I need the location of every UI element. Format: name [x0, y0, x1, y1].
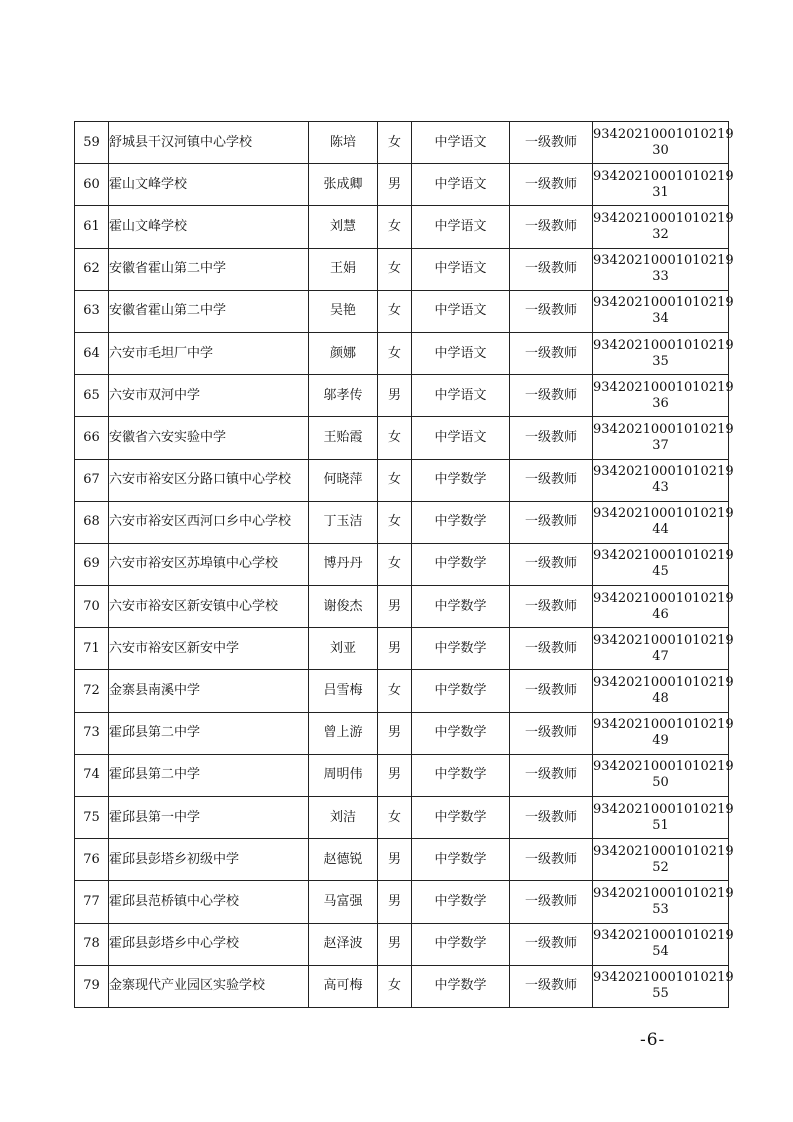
title-cell: 一级教师	[510, 881, 593, 923]
table-row	[75, 965, 729, 1007]
name-cell: 博丹丹	[309, 543, 378, 585]
title-cell: 一级教师	[510, 712, 593, 754]
certificate-number-cell	[593, 459, 734, 501]
title-cell: 一级教师	[510, 332, 593, 374]
school-cell: 六安市双河中学	[109, 375, 309, 417]
table-row	[75, 923, 729, 965]
certificate-number-line: 93420210001010219	[593, 801, 734, 817]
school-cell: 霍邱县彭塔乡中心学校	[109, 923, 309, 965]
subject-cell: 中学数学	[412, 839, 510, 881]
gender-cell: 男	[378, 839, 412, 881]
table-row	[75, 290, 729, 332]
title-cell: 一级教师	[510, 543, 593, 585]
certificate-number-cell	[593, 417, 734, 459]
certificate-number-line: 93420210001010219	[593, 717, 734, 733]
table-row	[75, 122, 729, 164]
subject-cell: 中学语文	[412, 332, 510, 374]
certificate-number-line: 33	[652, 269, 669, 285]
certificate-number-line: 93420210001010219	[593, 928, 734, 944]
certificate-number-cell	[593, 628, 734, 670]
gender-cell: 女	[378, 797, 412, 839]
table-row	[75, 543, 729, 585]
name-cell: 张成卿	[309, 164, 378, 206]
gender-cell: 男	[378, 754, 412, 796]
teacher-roster-table	[74, 121, 734, 1008]
gender-cell: 女	[378, 248, 412, 290]
table-row	[75, 501, 729, 543]
row-number: 69	[75, 543, 109, 585]
school-cell: 霍邱县范桥镇中心学校	[109, 881, 309, 923]
certificate-number-cell	[593, 965, 734, 1007]
name-cell: 王贻霞	[309, 417, 378, 459]
certificate-number-line: 45	[652, 564, 669, 580]
certificate-number-line: 30	[652, 142, 669, 158]
school-cell: 安徽省霍山第二中学	[109, 248, 309, 290]
certificate-number-cell	[593, 839, 734, 881]
title-cell: 一级教师	[510, 248, 593, 290]
row-number: 60	[75, 164, 109, 206]
school-cell: 霍邱县第二中学	[109, 712, 309, 754]
subject-cell: 中学语文	[412, 290, 510, 332]
table-row	[75, 797, 729, 839]
name-cell: 吕雪梅	[309, 670, 378, 712]
school-cell: 六安市裕安区西河口乡中心学校	[109, 501, 309, 543]
name-cell: 周明伟	[309, 754, 378, 796]
certificate-number-line: 51	[652, 817, 669, 833]
subject-cell: 中学数学	[412, 543, 510, 585]
row-number: 68	[75, 501, 109, 543]
certificate-number-line: 93420210001010219	[593, 590, 734, 606]
school-cell: 霍邱县第一中学	[109, 797, 309, 839]
gender-cell: 男	[378, 712, 412, 754]
subject-cell: 中学数学	[412, 965, 510, 1007]
name-cell: 丁玉洁	[309, 501, 378, 543]
certificate-number-line: 50	[652, 775, 669, 791]
subject-cell: 中学数学	[412, 797, 510, 839]
school-cell: 霍山文峰学校	[109, 164, 309, 206]
name-cell: 高可梅	[309, 965, 378, 1007]
gender-cell: 女	[378, 290, 412, 332]
title-cell: 一级教师	[510, 965, 593, 1007]
gender-cell: 女	[378, 965, 412, 1007]
gender-cell: 女	[378, 417, 412, 459]
certificate-number-line: 93420210001010219	[593, 168, 734, 184]
title-cell: 一级教师	[510, 290, 593, 332]
table-row	[75, 586, 729, 628]
row-number: 73	[75, 712, 109, 754]
row-number: 79	[75, 965, 109, 1007]
subject-cell: 中学数学	[412, 586, 510, 628]
certificate-number-line: 49	[652, 733, 669, 749]
certificate-number-line: 93420210001010219	[593, 632, 734, 648]
subject-cell: 中学数学	[412, 670, 510, 712]
title-cell: 一级教师	[510, 839, 593, 881]
school-cell: 霍邱县第二中学	[109, 754, 309, 796]
table-row	[75, 332, 729, 374]
certificate-number-line: 54	[652, 944, 669, 960]
subject-cell: 中学数学	[412, 501, 510, 543]
title-cell: 一级教师	[510, 206, 593, 248]
row-number: 75	[75, 797, 109, 839]
certificate-number-line: 93420210001010219	[593, 295, 734, 311]
title-cell: 一级教师	[510, 122, 593, 164]
name-cell: 刘亚	[309, 628, 378, 670]
title-cell: 一级教师	[510, 164, 593, 206]
table-row	[75, 881, 729, 923]
certificate-number-line: 93420210001010219	[593, 464, 734, 480]
title-cell: 一级教师	[510, 628, 593, 670]
row-number: 77	[75, 881, 109, 923]
certificate-number-line: 93420210001010219	[593, 548, 734, 564]
subject-cell: 中学语文	[412, 248, 510, 290]
certificate-number-line: 46	[652, 606, 669, 622]
certificate-number-cell	[593, 332, 734, 374]
certificate-number-line: 36	[652, 395, 669, 411]
certificate-number-line: 32	[652, 226, 669, 242]
title-cell: 一级教师	[510, 459, 593, 501]
subject-cell: 中学数学	[412, 459, 510, 501]
certificate-number-line: 55	[652, 986, 669, 1002]
row-number: 66	[75, 417, 109, 459]
certificate-number-cell	[593, 923, 734, 965]
certificate-number-cell	[593, 164, 734, 206]
certificate-number-line: 93420210001010219	[593, 210, 734, 226]
school-cell: 安徽省霍山第二中学	[109, 290, 309, 332]
certificate-number-cell	[593, 797, 734, 839]
school-cell: 霍山文峰学校	[109, 206, 309, 248]
gender-cell: 女	[378, 543, 412, 585]
name-cell: 刘洁	[309, 797, 378, 839]
title-cell: 一级教师	[510, 754, 593, 796]
name-cell: 谢俊杰	[309, 586, 378, 628]
certificate-number-cell	[593, 712, 734, 754]
table-row	[75, 417, 729, 459]
name-cell: 王娟	[309, 248, 378, 290]
school-cell: 霍邱县彭塔乡初级中学	[109, 839, 309, 881]
row-number: 59	[75, 122, 109, 164]
certificate-number-line: 44	[652, 522, 669, 538]
title-cell: 一级教师	[510, 375, 593, 417]
certificate-number-line: 43	[652, 480, 669, 496]
certificate-number-cell	[593, 375, 734, 417]
name-cell: 邬孝传	[309, 375, 378, 417]
name-cell: 马富强	[309, 881, 378, 923]
row-number: 74	[75, 754, 109, 796]
certificate-number-cell	[593, 501, 734, 543]
title-cell: 一级教师	[510, 797, 593, 839]
subject-cell: 中学数学	[412, 923, 510, 965]
certificate-number-line: 35	[652, 353, 669, 369]
title-cell: 一级教师	[510, 670, 593, 712]
gender-cell: 男	[378, 881, 412, 923]
row-number: 62	[75, 248, 109, 290]
table-row	[75, 164, 729, 206]
certificate-number-cell	[593, 881, 734, 923]
certificate-number-line: 31	[652, 184, 669, 200]
table-row	[75, 712, 729, 754]
certificate-number-cell	[593, 670, 734, 712]
name-cell: 何晓萍	[309, 459, 378, 501]
name-cell: 曾上游	[309, 712, 378, 754]
row-number: 63	[75, 290, 109, 332]
certificate-number-cell	[593, 290, 734, 332]
row-number: 64	[75, 332, 109, 374]
certificate-number-line: 93420210001010219	[593, 970, 734, 986]
name-cell: 赵德锐	[309, 839, 378, 881]
row-number: 70	[75, 586, 109, 628]
school-cell: 安徽省六安实验中学	[109, 417, 309, 459]
school-cell: 舒城县干汉河镇中心学校	[109, 122, 309, 164]
certificate-number-line: 53	[652, 901, 669, 917]
subject-cell: 中学数学	[412, 881, 510, 923]
certificate-number-line: 93420210001010219	[593, 675, 734, 691]
row-number: 67	[75, 459, 109, 501]
subject-cell: 中学语文	[412, 122, 510, 164]
certificate-number-line: 93420210001010219	[593, 843, 734, 859]
table-row	[75, 206, 729, 248]
page-number: -6-	[640, 1030, 666, 1050]
table-row	[75, 248, 729, 290]
certificate-number-line: 93420210001010219	[593, 126, 734, 142]
subject-cell: 中学语文	[412, 375, 510, 417]
roster-body	[75, 122, 734, 1008]
certificate-number-line: 52	[652, 859, 669, 875]
certificate-number-cell	[593, 754, 734, 796]
subject-cell: 中学数学	[412, 628, 510, 670]
title-cell: 一级教师	[510, 923, 593, 965]
gender-cell: 男	[378, 923, 412, 965]
name-cell: 颜娜	[309, 332, 378, 374]
gender-cell: 男	[378, 628, 412, 670]
title-cell: 一级教师	[510, 501, 593, 543]
certificate-number-line: 34	[652, 311, 669, 327]
table-row	[75, 670, 729, 712]
certificate-number-line: 93420210001010219	[593, 421, 734, 437]
certificate-number-cell	[593, 248, 734, 290]
subject-cell: 中学语文	[412, 206, 510, 248]
name-cell: 刘慧	[309, 206, 378, 248]
certificate-number-line: 93420210001010219	[593, 506, 734, 522]
school-cell: 金寨县南溪中学	[109, 670, 309, 712]
gender-cell: 男	[378, 375, 412, 417]
school-cell: 六安市裕安区新安镇中心学校	[109, 586, 309, 628]
certificate-number-line: 48	[652, 691, 669, 707]
gender-cell: 女	[378, 206, 412, 248]
table-row	[75, 375, 729, 417]
school-cell: 六安市裕安区分路口镇中心学校	[109, 459, 309, 501]
subject-cell: 中学语文	[412, 164, 510, 206]
gender-cell: 女	[378, 501, 412, 543]
school-cell: 六安市裕安区苏埠镇中心学校	[109, 543, 309, 585]
name-cell: 赵泽波	[309, 923, 378, 965]
row-number: 61	[75, 206, 109, 248]
gender-cell: 女	[378, 459, 412, 501]
row-number: 76	[75, 839, 109, 881]
subject-cell: 中学数学	[412, 754, 510, 796]
school-cell: 六安市裕安区新安中学	[109, 628, 309, 670]
row-number: 72	[75, 670, 109, 712]
gender-cell: 男	[378, 586, 412, 628]
name-cell: 陈培	[309, 122, 378, 164]
certificate-number-line: 93420210001010219	[593, 379, 734, 395]
school-cell: 金寨现代产业园区实验学校	[109, 965, 309, 1007]
table-row	[75, 839, 729, 881]
certificate-number-line: 93420210001010219	[593, 759, 734, 775]
certificate-number-line: 93420210001010219	[593, 885, 734, 901]
title-cell: 一级教师	[510, 586, 593, 628]
certificate-number-cell	[593, 586, 734, 628]
certificate-number-line: 93420210001010219	[593, 253, 734, 269]
subject-cell: 中学数学	[412, 712, 510, 754]
certificate-number-cell	[593, 543, 734, 585]
title-cell: 一级教师	[510, 417, 593, 459]
row-number: 65	[75, 375, 109, 417]
subject-cell: 中学语文	[412, 417, 510, 459]
gender-cell: 女	[378, 670, 412, 712]
certificate-number-line: 47	[652, 648, 669, 664]
row-number: 78	[75, 923, 109, 965]
gender-cell: 男	[378, 164, 412, 206]
row-number: 71	[75, 628, 109, 670]
table-row	[75, 628, 729, 670]
school-cell: 六安市毛坦厂中学	[109, 332, 309, 374]
gender-cell: 女	[378, 122, 412, 164]
certificate-number-line: 93420210001010219	[593, 337, 734, 353]
certificate-number-line: 37	[652, 437, 669, 453]
gender-cell: 女	[378, 332, 412, 374]
table-row	[75, 754, 729, 796]
name-cell: 吴艳	[309, 290, 378, 332]
certificate-number-cell	[593, 122, 734, 164]
table-row	[75, 459, 729, 501]
certificate-number-cell	[593, 206, 734, 248]
